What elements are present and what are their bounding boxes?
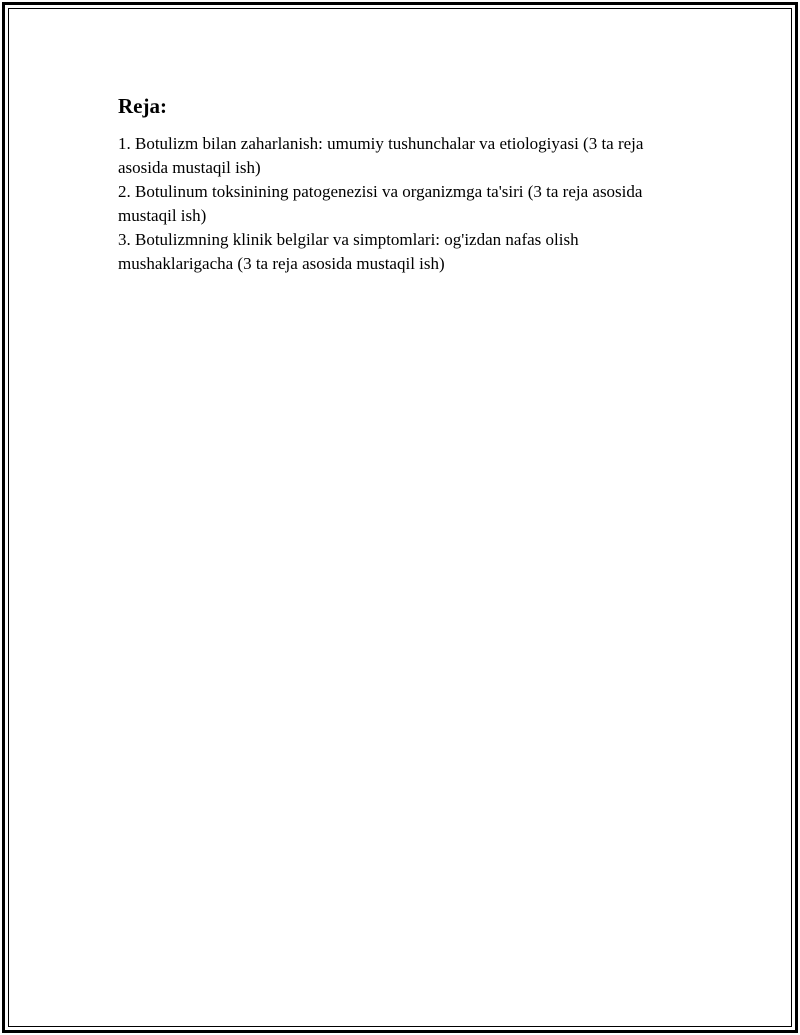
- plan-list: [118, 132, 678, 276]
- document-content: [118, 92, 678, 276]
- plan-heading: Reja:: [118, 94, 167, 118]
- plan-item-1: 1. Botulizm bilan zaharlanish: umumiy tushunchalar va etiologiyasi (3 ta reja asosida mustaqil ish): [118, 134, 644, 177]
- plan-item-2: 2. Botulinum toksinining patogenezisi va organizmga ta'siri (3 ta reja asosida mustaqil ish): [118, 182, 643, 225]
- plan-item-3: 3. Botulizmning klinik belgilar va simptomlari: og'izdan nafas olish mushaklarigacha (3 ta reja asosida mustaqil ish): [118, 230, 579, 273]
